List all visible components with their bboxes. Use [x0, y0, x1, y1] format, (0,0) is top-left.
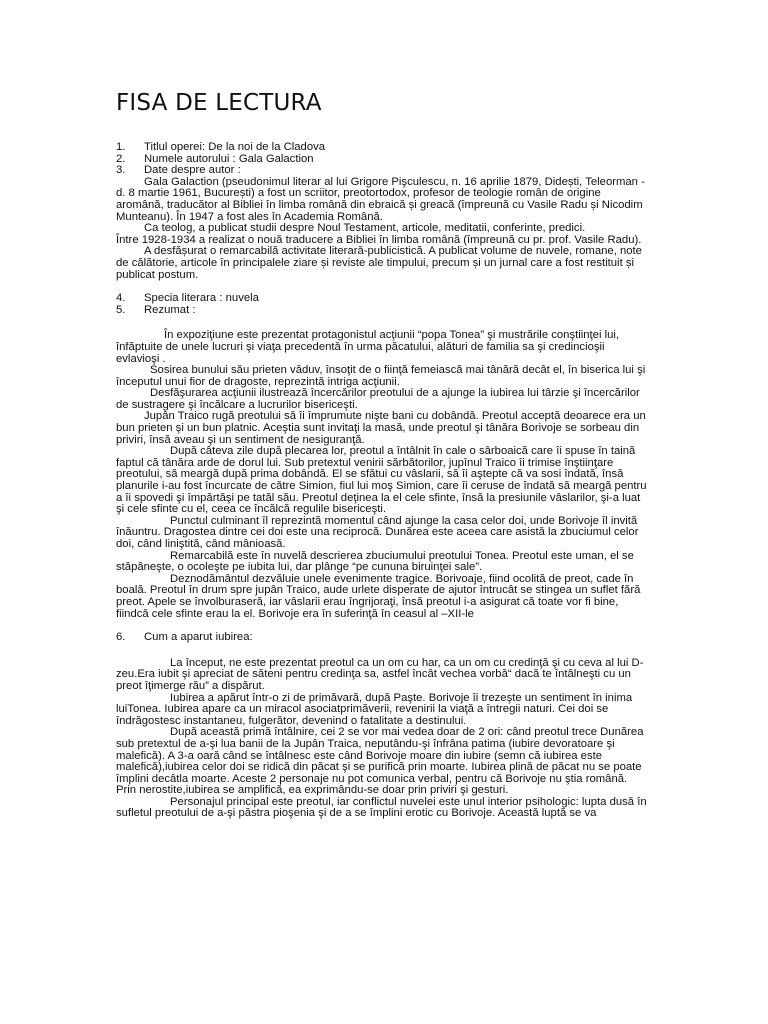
list-item	[116, 632, 650, 644]
list-item	[116, 305, 650, 317]
love-paragraph: După această primă întâlnire, cei 2 se vor mai vedea doar de 2 ori: când preotul trece Dunărea	[170, 726, 644, 739]
page-title: FISA DE LECTURA	[116, 90, 322, 116]
bio-paragraph: Între 1928-1934 a realizat o nouă traducere a Bibliei în limba română (împreună cu pr. prof. Vasile Radu).	[116, 233, 642, 246]
summary-paragraph: Deznodământul dezvăluie unele evenimente tragice. Borivoaje, fiind ocolită de preot, cade în boală. Preotul în drum spre jupân Traico, aude urlete disperate de ajutor întrucât se stingea un suflet fără preot. Apele se învolburaseră, iar vâslarii erau îngrijoraţi, însă preotul i-a asigurat că toate vor fi bine, fiindcă cele sfinte erau la el. Borivoje era în suferinţă în ceasul al –XII-le	[116, 572, 641, 620]
summary-paragraph: În expoziţiune este prezentat protagonistul acţiunii “popa Tonea” şi mustrările conştiinţei lui, înfăptuite de unele lucruri şi viaţa precedentă în urma păcatului, alături de familia sa şi credincioşii evlavioşi .	[116, 329, 620, 365]
list-item	[116, 142, 650, 154]
summary-paragraph: doi, când liniştită, când mânioasă.	[116, 538, 286, 550]
list-number: 2.	[116, 152, 126, 165]
summary-paragraph: După câteva zile după plecarea lor, preotul a întâlnit în cale o sârboaică care îi spuse în taină faptul că tânăra arde de dorul lui. Sub pretextul venirii sărbătorilor, jupînul Traico îi trimise înştiinţare preotului, să meargă după prima dobândă. El se sfătui cu vâslarii, să îi aştepte că va sosi îndată, însă planurile i-au fost încurcate de către Simion, fiul lui moş Simion, care îi ceruse de îndată să meargă pentru a îi spovedi şi împărtăşi pe tatăl său. Preotul deţinea la el cele sfinte, însă la presiunile vâslarilor, şi-a luat şi cele sfinte cu el, ceea ce încălcă regulile bisericeşti.	[116, 445, 647, 516]
bio-paragraph: A desfășurat o remarcabilă activitate literară-publicistică. A publicat volume de nuvele, romane, note de călătorie, articole în principalele ziare și reviste ale timpului, precum și un jurnal care a fost restituit și publicat postum.	[116, 245, 642, 281]
love-paragraph: Iubirea a apărut într-o zi de primăvară, după Paşte. Borivoje îi trezeşte un sentiment în inima luiTonea. Iubirea apare ca un miracol asociatprimăverii, revenirii la viaţă a întregii naturi. Cei doi se îndrăgostesc instantaneu, fulgerător, devenind o fatalitate a destinului.	[116, 691, 633, 727]
love-paragraph: sub pretextul de a-şi lua banii de la Jupân Traica, neputându-şi înfrâna patima (iubire devoratoare şi malefică). A 3-a oară când se întâlnesc este când Borivoje moare din iubire (semn că iubirea este malefică),iubirea celor doi se ridică din păcat şi se purifică prin moarte. Iubirea plină de păcat nu se poate împlini decâtla moarte. Aceste 2 personaje nu pot comunica verbal, pentru că Borivoje nu ştia română. Prin nerostite,iubirea se amplifică, ea exprimându-se doar prin priviri şi gesturi.	[116, 737, 642, 797]
summary-paragraph: Punctul culminant îl reprezintă momentul când ajunge la casa celor doi, unde Borivoje îl invită înăuntru. Dragostea dintre cei doi este una reciprocă. Dunărea este aceea care asistă la zbuciumul celor	[116, 514, 639, 539]
list-text: Date despre autor :	[144, 164, 241, 177]
love-paragraph: La început, ne este prezentat preotul ca un om cu har, ca un om cu credinţă şi cu ceva al lui D-zeu.Era iubit şi apreciat de săteni pentru credinţa sa, astfel încât vechea vorbă“ dacă te întâlneşti cu un preot îţimerge rău” a dispărut.	[116, 656, 644, 692]
document-page	[116, 86, 650, 820]
list-text: Titlul operei: De la noi de la Cladova	[144, 141, 326, 153]
list-text: Numele autorului : Gala Galaction	[144, 152, 314, 165]
list-text: Specia literara : nuvela	[144, 292, 259, 305]
bio-paragraph: Gala Galaction (pseudonimul literar al lui Grigore Pişculescu, n. 16 aprilie 1879, Didești, Teleorman - d. 8 martie 1961, București) a fost un scriitor, preotortodox, profesor de teologie român de origine aromână, traducător al Bibliei în limba română din ebraică și greacă (împreună cu Vasile Radu și Nicodim Munteanu). În 1947 a fost ales în Academia Română.	[116, 175, 645, 223]
list-text: Cum a aparut iubirea:	[144, 631, 253, 644]
list-number: 6.	[116, 631, 126, 644]
bio-paragraph: Ca teolog, a publicat studii despre Noul Testament, articole, meditatii, conferinte, predici.	[144, 222, 586, 235]
list-number: 1.	[116, 141, 126, 153]
list-number: 3.	[116, 164, 126, 177]
summary-paragraph: Remarcabilă este în nuvelă descrierea zbuciumului preotului Tonea. Preotul este uman, el se stăpâneşte, o ocoleşte pe iubita lui, dar plânge “pe cununa biruinţei sale”.	[116, 549, 634, 574]
summary-paragraph: Jupân Traico rugă preotului să îi împrumute nişte bani cu dobândă. Preotul acceptă deoarece era un bun prieten şi un bun platnic. Aceştia sunt invitaţi la masă, unde preotul şi tânăra Borivoje se sorbeau din priviri, însă aveau şi un sentiment de nesiguranţă.	[116, 410, 646, 446]
list-item	[116, 293, 650, 305]
love-paragraph: Personajul principal este preotul, iar conflictul nuvelei este unul interior psihologic: lupta dusă în sufletul preotului de a-şi păstra pioşenia şi de a se împlini erotic cu Borivoje. Această luptă se va	[116, 795, 647, 820]
summary-paragraph: Desfăşurarea acţiunii ilustrează încercărilor preotului de a ajunge la iubirea lui târzie şi încercărilor de sustragere şi încălcare a lucrurilor bisericeşti.	[116, 387, 640, 411]
summary-paragraph: Sosirea bunului său prieten văduv, însoţit de o fiinţă femeiască mai tânără decât el, în biserica lui şi începutul unui fior de dragoste, reprezintă intriga acţiunii.	[116, 364, 646, 388]
document-body	[116, 142, 650, 820]
list-number: 5.	[116, 303, 126, 316]
list-text: Rezumat :	[144, 303, 196, 316]
list-number: 4.	[116, 292, 126, 305]
